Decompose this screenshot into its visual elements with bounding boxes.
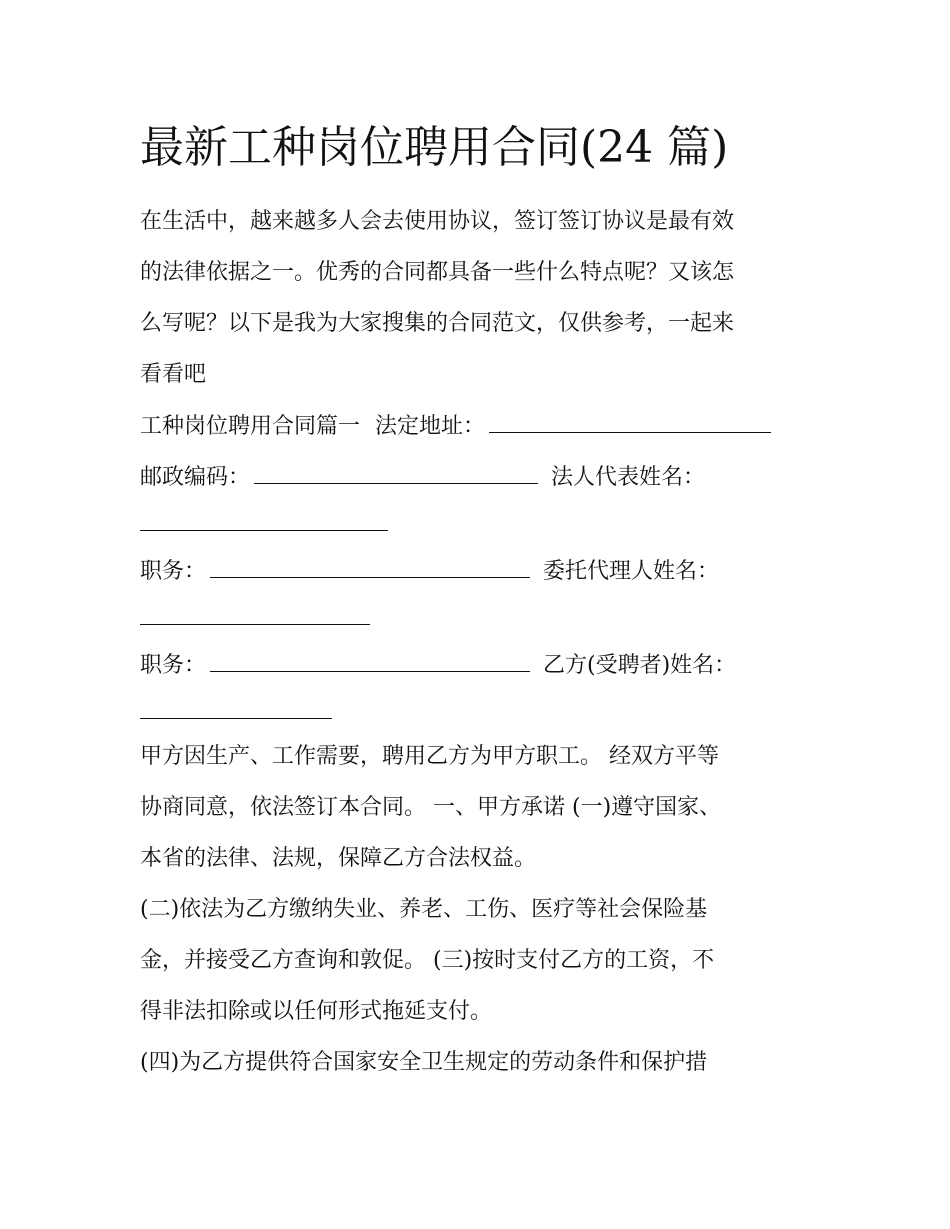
party-b-label: 乙方(受聘者)姓名： bbox=[543, 653, 737, 678]
position-blank-2 bbox=[210, 649, 530, 672]
form-row-party-b-blank bbox=[140, 696, 338, 729]
form-row-legal-rep-blank bbox=[140, 508, 394, 541]
body-line-2: 协商同意，依法签订本合同。 一、甲方承诺 (一)遵守国家、 bbox=[140, 795, 722, 820]
form-row-address bbox=[140, 410, 777, 443]
intro-line-1: 在生活中，越来越多人会去使用协议，签订签订协议是最有效 bbox=[140, 209, 735, 234]
postal-code-blank bbox=[254, 461, 538, 484]
party-b-blank bbox=[140, 696, 332, 719]
position-label-1: 职务： bbox=[140, 559, 207, 584]
legal-address-label: 法定地址： bbox=[375, 414, 486, 439]
form-row-position-2 bbox=[140, 649, 736, 682]
legal-rep-label: 法人代表姓名： bbox=[551, 465, 706, 490]
legal-rep-blank bbox=[140, 508, 388, 531]
agent-label: 委托代理人姓名： bbox=[543, 559, 720, 584]
postal-code-label: 邮政编码： bbox=[140, 465, 251, 490]
document-title: 最新工种岗位聘用合同(24 篇) bbox=[140, 122, 729, 173]
form-row-postal bbox=[140, 461, 705, 494]
body-line-3: 本省的法律、法规，保障乙方合法权益。 bbox=[140, 846, 537, 871]
intro-line-4: 看看吧 bbox=[140, 362, 207, 387]
body-line-1: 甲方因生产、工作需要，聘用乙方为甲方职工。 经双方平等 bbox=[140, 744, 719, 769]
intro-line-2: 的法律依据之一。优秀的合同都具备一些什么特点呢？又该怎 bbox=[140, 260, 735, 285]
agent-blank bbox=[140, 602, 370, 625]
body-line-7: (四)为乙方提供符合国家安全卫生规定的劳动条件和保护措 bbox=[140, 1050, 708, 1075]
section-heading: 工种岗位聘用合同篇一 bbox=[140, 414, 361, 439]
position-label-2: 职务： bbox=[140, 653, 207, 678]
body-line-6: 得非法扣除或以任何形式拖延支付。 bbox=[140, 999, 493, 1024]
position-blank-1 bbox=[210, 555, 530, 578]
body-line-4: (二)依法为乙方缴纳失业、养老、工伤、医疗等社会保险基 bbox=[140, 897, 708, 922]
legal-address-blank bbox=[489, 410, 771, 433]
form-row-position-1 bbox=[140, 555, 719, 588]
body-line-5: 金，并接受乙方查询和敦促。 (三)按时支付乙方的工资，不 bbox=[140, 948, 715, 973]
intro-line-3: 么写呢？以下是我为大家搜集的合同范文，仅供参考，一起来 bbox=[140, 311, 735, 336]
form-row-agent-blank bbox=[140, 602, 376, 635]
